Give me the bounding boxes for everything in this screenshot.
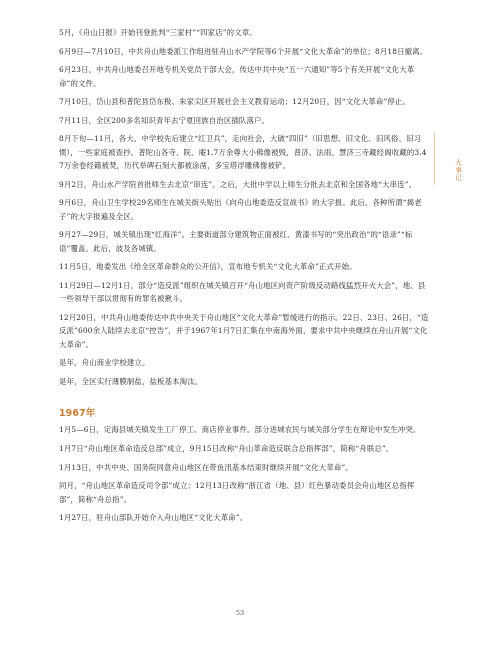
- entry-paragraph: 7月10日，岱山县和普陀县岱东极、朱家尖区开展社会主义教育运动；12月20日，因“文化大革命”停止。: [59, 97, 410, 107]
- entry-paragraph: 9月2日，舟山水产学院首批师生去北京“串连”。之后，大批中学以上师生分批去北京和全国各地“大串连”。: [59, 179, 417, 189]
- entry-paragraph: 6月9日—7月10日，中共舟山地委派工作组进驻舟山水产学院等6个开展“文化大革命”的单位；8月18日撤离。: [59, 46, 428, 56]
- entry-paragraph: 9月6日，舟山卫生学校29名师生在城关街头贴出《向舟山地委造反宣战书》的大字报。此后，各种所谓“揭老子”的大字报遍及全区。: [59, 198, 422, 221]
- entry-paragraph: 11月5日，地委发出《给全区革命群众的公开信》，宣布地专机关“文化大革命”正式开始。: [59, 262, 357, 272]
- entry-paragraph: 1月7日“舟山地区革命造反总部”成立，9月15日改称“舟山革命造反联合总指挥部”，简称“舟联总”。: [59, 443, 394, 453]
- entry-paragraph: 7月11日，全区200多名知识青年去宁夏回族自治区插队落户。: [59, 115, 270, 125]
- entry-paragraph: 9月27—29日，城关镇出现“红海洋”。主要街道部分建筑物正面被红、黄漆书写的“突出政治”的“语录”“标语”覆盖。此后，波及各城镇。: [59, 230, 413, 253]
- entry-paragraph: 8月下旬—11月，各大、中学校先后建立“红卫兵”，走向社会，大破“四旧”（旧思想、旧文化、旧风俗、旧习惯），一些家庭被查抄。普陀山各寺、院、庵1.7万余尊大小佛像被毁，普济、法雨、慧济三寺藏经阁收藏的3.47万余卷经籍被焚，历代举碑石刻大都被涂凿，多宝塔浮雕佛像被铲。: [59, 134, 427, 171]
- entry-paragraph: 是年，全区实行薄膜制盐，盐板基本淘汰。: [59, 376, 203, 386]
- entry-paragraph: 5月，《舟山日报》开始刊登批判“三家村”“四家店”的文章。: [59, 28, 257, 37]
- entry-paragraph: 11月29日—12月1日，部分“造反派”组织在城关镇召开“舟山地区向资产阶级反动路线猛烈开火大会”，地、县一些领导干部以贯彻有的罪名被揪斗。: [59, 280, 426, 304]
- entry-paragraph: 1月13日，中共中央、国务院同意舟山地区在带鱼汛基本结束时继续开展“文化大革命”。: [59, 462, 353, 472]
- entry-paragraph: 1月27日，驻舟山部队开始介入舟山地区“文化大革命”。: [59, 513, 248, 523]
- section-tab-label: 大事记: [454, 159, 462, 182]
- chronicle-body: [59, 26, 429, 530]
- entry-paragraph: 1月5—6日，定海县城关镇发生工厂停工、商店停业事件。部分进城农民与城关部分学生在辩论中发生冲突。: [59, 425, 421, 435]
- entry-paragraph: 同月，“舟山地区革命造反司令部”成立；12月13日改称“浙江省（地、县）红色暴动委员会舟山地区总指挥部”，简称“舟总指”。: [59, 481, 415, 504]
- entry-paragraph: 12月20日，中共舟山地委传达中共中央关于舟山地区“文化大革命”暂缓进行的指示。22日、23日、26日，“造反派”600余人陆续去北京“控告”，并于1967年1月7日汇集在中南海外面，要求中共中央继续在舟山开展“文化大革命”。: [59, 312, 429, 349]
- section-side-tab: [434, 133, 480, 185]
- entry-paragraph: 是年，舟山商业学校建立。: [59, 358, 150, 368]
- entry-paragraph: 6月23日，中共舟山地委召开地专机关党员干部大会，传达中共中央“五一六通知”等5个有关开展“文化大革命”的文件。: [59, 65, 415, 88]
- year-heading: 1967年: [59, 408, 96, 420]
- page-number: 53: [235, 609, 245, 617]
